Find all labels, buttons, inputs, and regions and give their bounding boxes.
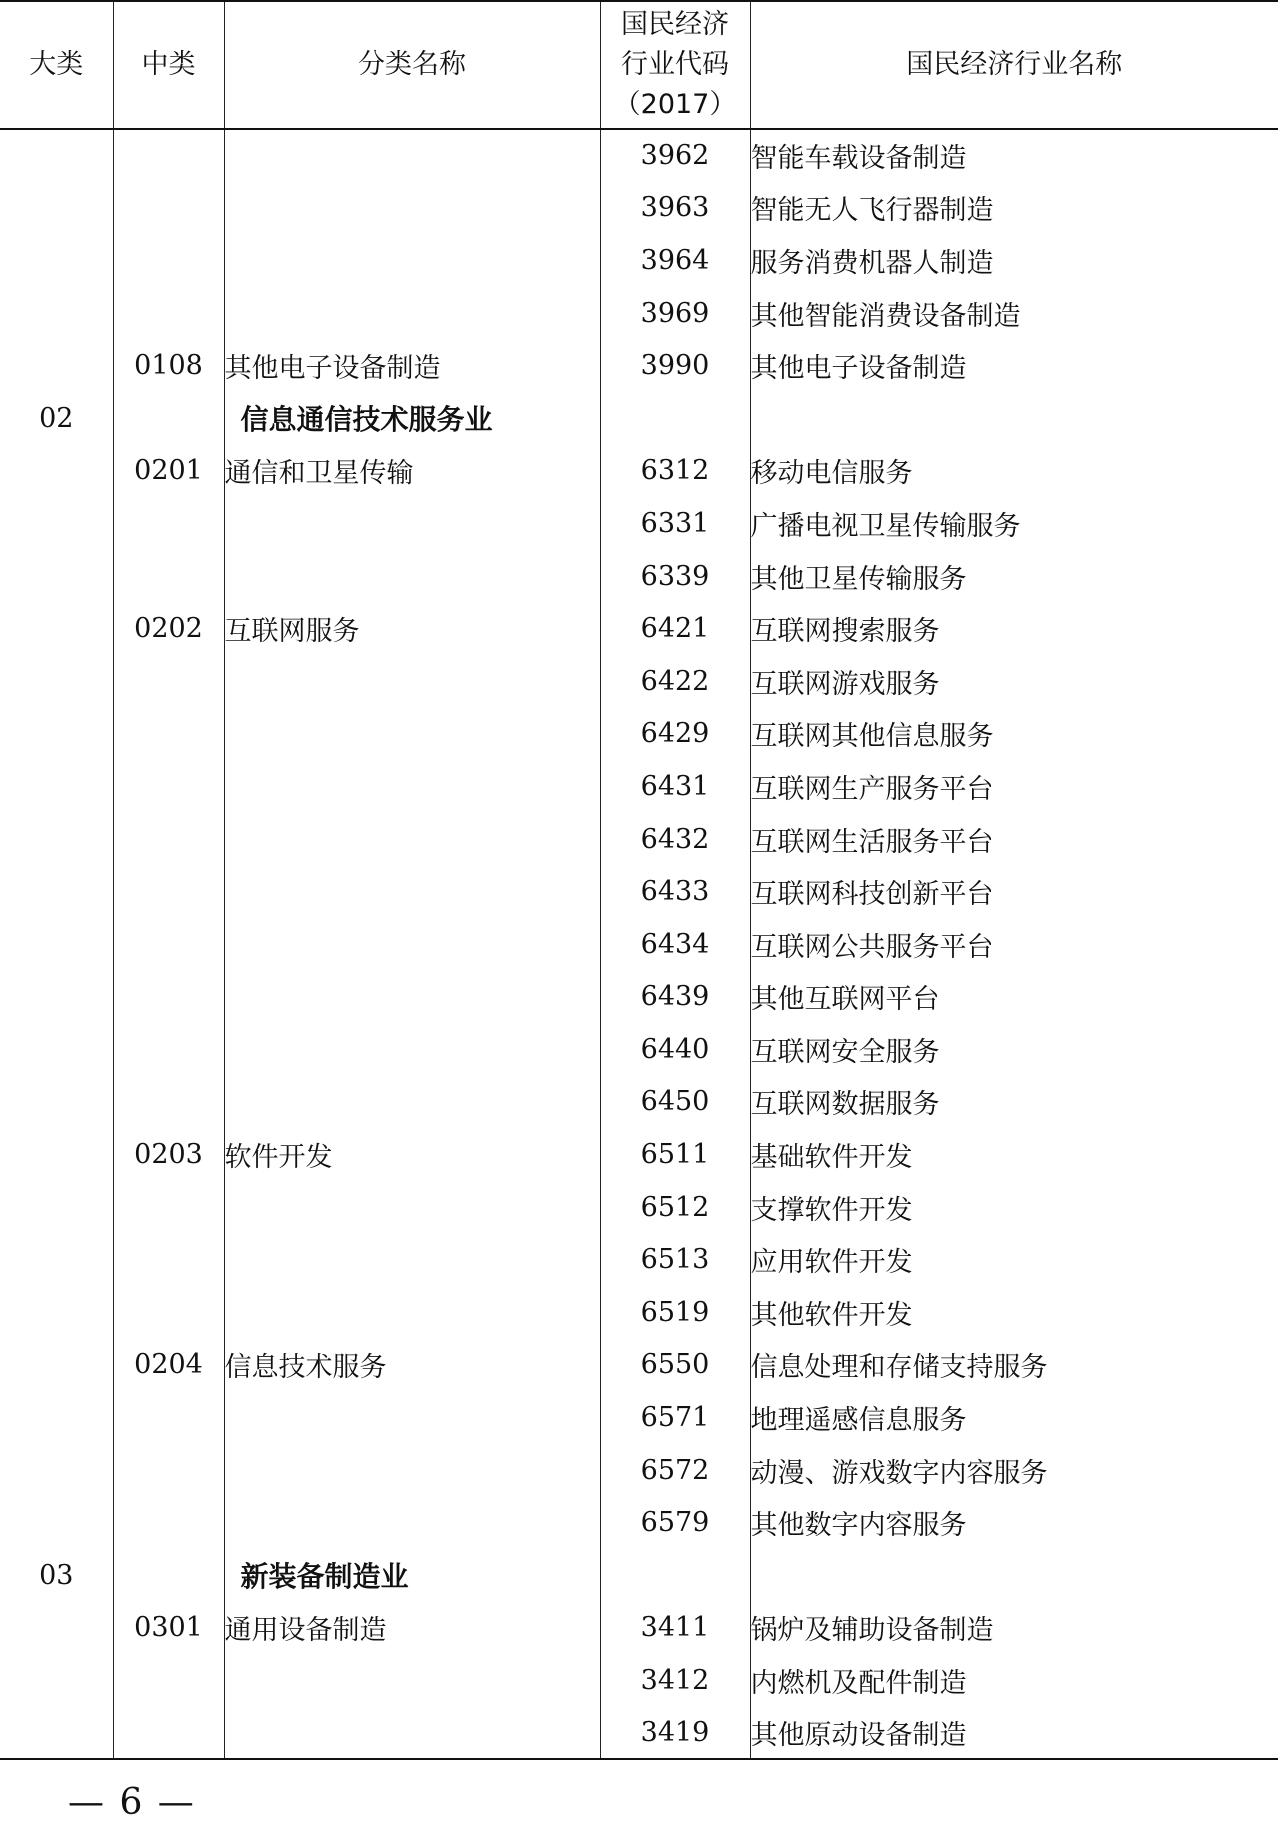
cell-code: 6429	[600, 708, 750, 761]
cell-industry: 移动电信服务	[750, 445, 1278, 498]
cell-industry: 其他互联网平台	[750, 971, 1278, 1024]
table-row	[0, 1654, 1278, 1707]
cell-category	[224, 918, 600, 971]
cell-code: 6519	[600, 1286, 750, 1339]
table-row	[0, 655, 1278, 708]
table-row	[0, 760, 1278, 813]
cell-major	[0, 865, 113, 918]
table-row	[0, 602, 1278, 655]
cell-industry: 信息处理和存储支持服务	[750, 1339, 1278, 1392]
cell-code: 3990	[600, 339, 750, 392]
header-code-line-1: 国民经济	[621, 9, 729, 40]
cell-category	[224, 234, 600, 287]
cell-industry: 互联网其他信息服务	[750, 708, 1278, 761]
cell-code: 6422	[600, 655, 750, 708]
cell-middle	[113, 655, 224, 708]
cell-major	[0, 1444, 113, 1497]
cell-industry: 互联网数据服务	[750, 1076, 1278, 1129]
cell-major	[0, 497, 113, 550]
cell-major	[0, 1339, 113, 1392]
cell-industry: 其他电子设备制造	[750, 339, 1278, 392]
cell-middle	[113, 129, 224, 182]
table-row	[0, 182, 1278, 235]
cell-major	[0, 1654, 113, 1707]
header-middle: 中类	[113, 1, 224, 129]
cell-industry: 动漫、游戏数字内容服务	[750, 1444, 1278, 1497]
cell-middle	[113, 1286, 224, 1339]
table-row	[0, 1076, 1278, 1129]
table-row	[0, 1023, 1278, 1076]
cell-middle	[113, 392, 224, 445]
cell-category: 通信和卫星传输	[224, 445, 600, 498]
cell-middle	[113, 1444, 224, 1497]
cell-major	[0, 339, 113, 392]
cell-industry: 互联网游戏服务	[750, 655, 1278, 708]
cell-industry: 互联网科技创新平台	[750, 865, 1278, 918]
cell-category	[224, 1391, 600, 1444]
cell-category	[224, 497, 600, 550]
cell-major	[0, 708, 113, 761]
table-row	[0, 1444, 1278, 1497]
cell-category	[224, 1076, 600, 1129]
table-row	[0, 971, 1278, 1024]
cell-middle	[113, 760, 224, 813]
cell-industry	[750, 392, 1278, 445]
table-row	[0, 339, 1278, 392]
cell-industry: 地理遥感信息服务	[750, 1391, 1278, 1444]
cell-code: 3419	[600, 1707, 750, 1760]
table-row	[0, 1233, 1278, 1286]
cell-middle	[113, 1496, 224, 1549]
cell-major	[0, 1181, 113, 1234]
table-row	[0, 708, 1278, 761]
cell-code: 6512	[600, 1181, 750, 1234]
cell-industry: 基础软件开发	[750, 1128, 1278, 1181]
header-code-line-2: 行业代码	[621, 49, 729, 80]
cell-industry: 支撑软件开发	[750, 1181, 1278, 1234]
cell-code	[600, 392, 750, 445]
table-row	[0, 1339, 1278, 1392]
cell-major	[0, 602, 113, 655]
cell-code: 3412	[600, 1654, 750, 1707]
table-row	[0, 865, 1278, 918]
cell-major	[0, 182, 113, 235]
cell-category: 通用设备制造	[224, 1602, 600, 1655]
cell-middle	[113, 287, 224, 340]
cell-major	[0, 760, 113, 813]
cell-code: 6431	[600, 760, 750, 813]
cell-major	[0, 129, 113, 182]
cell-industry: 服务消费机器人制造	[750, 234, 1278, 287]
cell-code: 3962	[600, 129, 750, 182]
cell-code: 6432	[600, 813, 750, 866]
cell-middle: 0108	[113, 339, 224, 392]
cell-category	[224, 708, 600, 761]
cell-category	[224, 655, 600, 708]
cell-code: 6571	[600, 1391, 750, 1444]
cell-category	[224, 182, 600, 235]
cell-category	[224, 1444, 600, 1497]
cell-major	[0, 655, 113, 708]
cell-major	[0, 1496, 113, 1549]
cell-industry: 智能车载设备制造	[750, 129, 1278, 182]
cell-code: 3963	[600, 182, 750, 235]
cell-code: 6331	[600, 497, 750, 550]
table-row	[0, 1286, 1278, 1339]
cell-middle	[113, 1391, 224, 1444]
table-row	[0, 497, 1278, 550]
cell-category	[224, 287, 600, 340]
cell-category	[224, 1233, 600, 1286]
table-row	[0, 392, 1278, 445]
cell-middle	[113, 550, 224, 603]
header-code-line-3: （2017）	[613, 89, 737, 120]
table-row	[0, 550, 1278, 603]
cell-major	[0, 1076, 113, 1129]
cell-industry: 锅炉及辅助设备制造	[750, 1602, 1278, 1655]
table-row	[0, 1496, 1278, 1549]
cell-major	[0, 1391, 113, 1444]
cell-code: 6339	[600, 550, 750, 603]
cell-major: 02	[0, 392, 113, 445]
cell-industry: 互联网搜索服务	[750, 602, 1278, 655]
table-row	[0, 1181, 1278, 1234]
table-row	[0, 813, 1278, 866]
cell-code: 6572	[600, 1444, 750, 1497]
cell-category	[224, 865, 600, 918]
table-row	[0, 1602, 1278, 1655]
table-row	[0, 287, 1278, 340]
cell-category	[224, 760, 600, 813]
cell-code: 6579	[600, 1496, 750, 1549]
cell-middle: 0202	[113, 602, 224, 655]
cell-code: 6434	[600, 918, 750, 971]
cell-middle	[113, 1233, 224, 1286]
cell-middle	[113, 813, 224, 866]
cell-major	[0, 971, 113, 1024]
cell-code: 6433	[600, 865, 750, 918]
cell-code: 6550	[600, 1339, 750, 1392]
cell-category	[224, 1654, 600, 1707]
header-row	[0, 1, 1278, 129]
cell-major	[0, 550, 113, 603]
cell-code: 6450	[600, 1076, 750, 1129]
cell-middle	[113, 1076, 224, 1129]
cell-code: 3411	[600, 1602, 750, 1655]
cell-major	[0, 813, 113, 866]
cell-industry: 内燃机及配件制造	[750, 1654, 1278, 1707]
table-row	[0, 445, 1278, 498]
cell-code: 6440	[600, 1023, 750, 1076]
header-category-name: 分类名称	[224, 1, 600, 129]
cell-major	[0, 918, 113, 971]
cell-category: 信息技术服务	[224, 1339, 600, 1392]
cell-category	[224, 1181, 600, 1234]
cell-middle	[113, 1654, 224, 1707]
cell-middle: 0301	[113, 1602, 224, 1655]
table-row	[0, 129, 1278, 182]
cell-major	[0, 1023, 113, 1076]
cell-code	[600, 1549, 750, 1602]
cell-middle	[113, 234, 224, 287]
cell-major	[0, 287, 113, 340]
cell-code: 6439	[600, 971, 750, 1024]
cell-middle	[113, 918, 224, 971]
cell-major	[0, 1128, 113, 1181]
cell-middle	[113, 971, 224, 1024]
header-industry-code	[600, 1, 750, 129]
cell-code: 6421	[600, 602, 750, 655]
cell-major	[0, 234, 113, 287]
cell-middle	[113, 497, 224, 550]
cell-industry: 其他数字内容服务	[750, 1496, 1278, 1549]
cell-category: 互联网服务	[224, 602, 600, 655]
cell-category: 其他电子设备制造	[224, 339, 600, 392]
cell-major	[0, 1233, 113, 1286]
header-major: 大类	[0, 1, 113, 129]
cell-category	[224, 1023, 600, 1076]
cell-major: 03	[0, 1549, 113, 1602]
cell-major	[0, 1602, 113, 1655]
cell-category	[224, 1286, 600, 1339]
cell-category	[224, 129, 600, 182]
cell-middle	[113, 1023, 224, 1076]
cell-category: 新装备制造业	[224, 1549, 600, 1602]
cell-category	[224, 1496, 600, 1549]
cell-industry: 互联网公共服务平台	[750, 918, 1278, 971]
header-industry-name: 国民经济行业名称	[750, 1, 1278, 129]
cell-middle	[113, 1549, 224, 1602]
page-number: — 6 —	[68, 1782, 196, 1823]
cell-industry: 智能无人飞行器制造	[750, 182, 1278, 235]
table-row	[0, 1707, 1278, 1760]
cell-middle	[113, 865, 224, 918]
cell-code: 3964	[600, 234, 750, 287]
cell-middle	[113, 708, 224, 761]
cell-middle: 0203	[113, 1128, 224, 1181]
cell-category	[224, 813, 600, 866]
table-row	[0, 918, 1278, 971]
table-row	[0, 1391, 1278, 1444]
cell-industry: 互联网生活服务平台	[750, 813, 1278, 866]
cell-industry: 互联网安全服务	[750, 1023, 1278, 1076]
cell-category	[224, 1707, 600, 1760]
cell-industry: 其他原动设备制造	[750, 1707, 1278, 1760]
cell-code: 3969	[600, 287, 750, 340]
table-body	[0, 129, 1278, 1759]
cell-code: 6513	[600, 1233, 750, 1286]
cell-middle: 0204	[113, 1339, 224, 1392]
cell-middle	[113, 1707, 224, 1760]
cell-industry: 其他智能消费设备制造	[750, 287, 1278, 340]
cell-major	[0, 1707, 113, 1760]
cell-middle: 0201	[113, 445, 224, 498]
cell-industry: 其他卫星传输服务	[750, 550, 1278, 603]
cell-category	[224, 550, 600, 603]
cell-category: 软件开发	[224, 1128, 600, 1181]
cell-industry: 其他软件开发	[750, 1286, 1278, 1339]
table-row	[0, 1128, 1278, 1181]
table-header	[0, 1, 1278, 129]
cell-industry	[750, 1549, 1278, 1602]
table-row	[0, 234, 1278, 287]
cell-category	[224, 971, 600, 1024]
cell-major	[0, 1286, 113, 1339]
cell-industry: 应用软件开发	[750, 1233, 1278, 1286]
cell-code: 6511	[600, 1128, 750, 1181]
cell-industry: 互联网生产服务平台	[750, 760, 1278, 813]
cell-code: 6312	[600, 445, 750, 498]
cell-middle	[113, 1181, 224, 1234]
cell-major	[0, 445, 113, 498]
table-row	[0, 1549, 1278, 1602]
cell-industry: 广播电视卫星传输服务	[750, 497, 1278, 550]
cell-category: 信息通信技术服务业	[224, 392, 600, 445]
cell-middle	[113, 182, 224, 235]
